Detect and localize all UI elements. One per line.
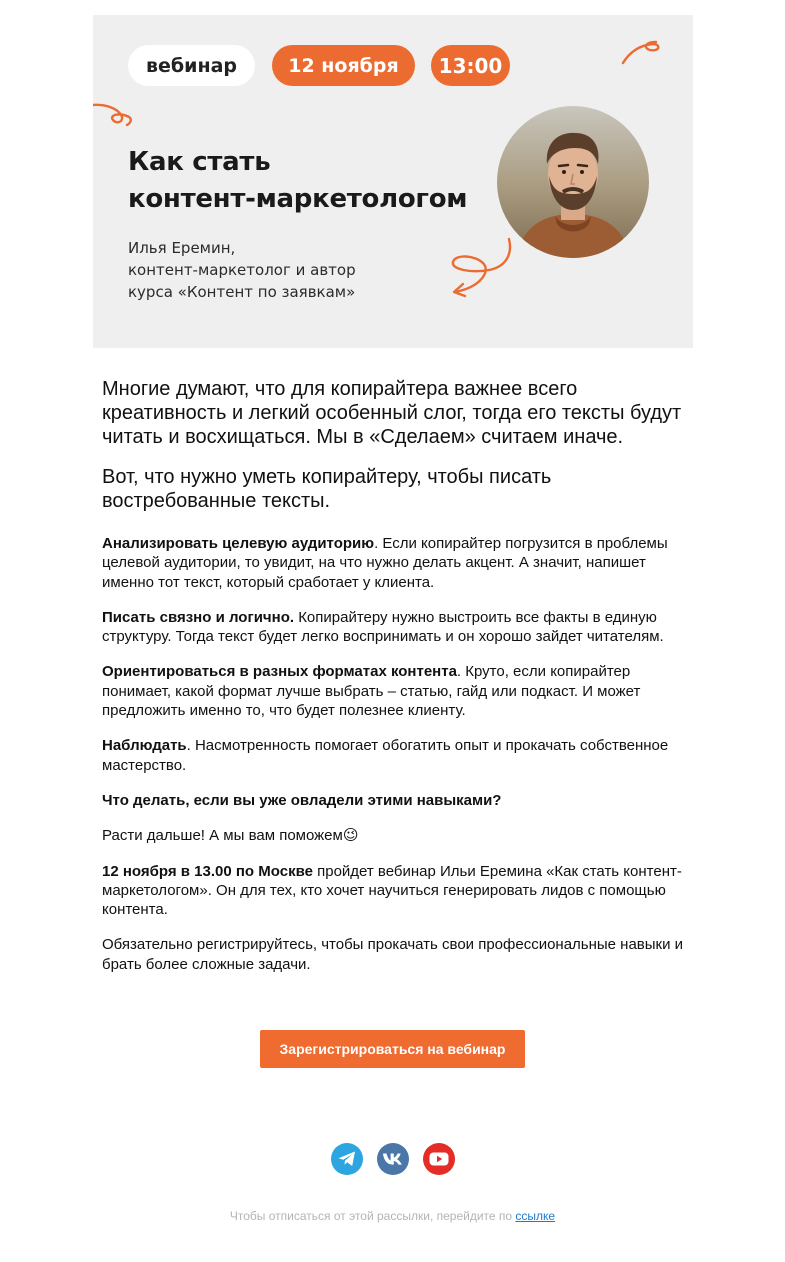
skill-title: Ориентироваться в разных форматах контента [102, 663, 457, 681]
question-text: Что делать, если вы уже овладели этими навыками? [102, 791, 502, 809]
email-body [102, 377, 687, 990]
skill-title: Писать связно и логично. [102, 608, 295, 626]
register-button[interactable]: Зарегистрироваться на вебинар [260, 1030, 525, 1068]
unsubscribe-footer [0, 1209, 785, 1223]
webinar-title [128, 144, 488, 218]
skill-item [102, 534, 687, 592]
skill-text: Копирайтеру нужно выстроить все факты в единую структуру. Тогда текст будет легко воспринимать и он хорошо зайдет читателям. [102, 608, 664, 646]
grow-paragraph: Расти дальше! А мы вам поможем😉 [102, 827, 359, 845]
telegram-icon [337, 1150, 357, 1168]
event-description: пройдет вебинар Ильи Еремина «Как стать контент-маркетологом». Он для тех, кто хочет научиться генерировать лидов с помощью контента. [102, 862, 682, 919]
skill-item [102, 736, 687, 775]
vk-icon [382, 1152, 404, 1166]
cta-container [0, 1030, 785, 1068]
event-datetime: 12 ноября в 13.00 по Москве [102, 862, 313, 880]
telegram-link[interactable] [331, 1143, 363, 1175]
skill-text: . Круто, если копирайтер понимает, какой формат лучше выбрать – статью, гайд или подкаст. И может предложить именно то, что будет полезнее клиенту. [102, 663, 641, 720]
skill-text: . Если копирайтер погрузится в проблемы целевой аудитории, то увидит, на что нужно делать акцент. А значит, напишет именно тот текст, который сработает у клиента. [102, 535, 668, 591]
squiggle-top-right-icon [619, 39, 663, 67]
unsubscribe-link[interactable]: ссылке [515, 1209, 556, 1223]
webinar-title-line-1: Как стать [128, 147, 271, 177]
intro-paragraph: Многие думают, что для копирайтера важнее всего креативность и легкий особенный слог, тогда его тексты будут читать и восхищаться. Мы в «Сделаем» считаем иначе. [102, 378, 682, 448]
webinar-time-badge: 13:00 [431, 45, 510, 86]
webinar-tag: вебинар [128, 45, 255, 86]
skill-item [102, 662, 687, 720]
event-paragraph [102, 862, 687, 920]
skill-title: Анализировать целевую аудиторию [102, 535, 375, 552]
youtube-icon [429, 1152, 449, 1166]
skill-item [102, 608, 687, 647]
question-heading [102, 791, 687, 810]
vk-link[interactable] [377, 1143, 409, 1175]
speaker-course: курса «Контент по заявкам» [128, 283, 356, 301]
curly-arrow-icon [447, 237, 519, 299]
social-links [0, 1143, 785, 1175]
speaker-info [128, 237, 388, 303]
webinar-title-line-2: контент-маркетологом [128, 184, 468, 214]
speaker-name: Илья Еремин, [128, 239, 236, 257]
squiggle-left-icon [93, 101, 135, 133]
skills-intro: Вот, что нужно уметь копирайтеру, чтобы писать востребованные тексты. [102, 466, 552, 512]
webinar-banner [93, 15, 693, 348]
webinar-date-badge: 12 ноября [272, 45, 415, 86]
speaker-photo [497, 106, 649, 258]
closing-paragraph: Обязательно регистрируйтесь, чтобы прокачать свои профессиональные навыки и брать более сложные задачи. [102, 936, 684, 973]
speaker-role: контент-маркетолог и автор [128, 261, 356, 279]
skill-text: . Насмотренность помогает обогатить опыт и прокачать собственное мастерство. [102, 737, 669, 774]
youtube-link[interactable] [423, 1143, 455, 1175]
unsubscribe-text: Чтобы отписаться от этой рассылки, перейдите по [229, 1209, 516, 1223]
skill-title: Наблюдать [102, 737, 187, 755]
